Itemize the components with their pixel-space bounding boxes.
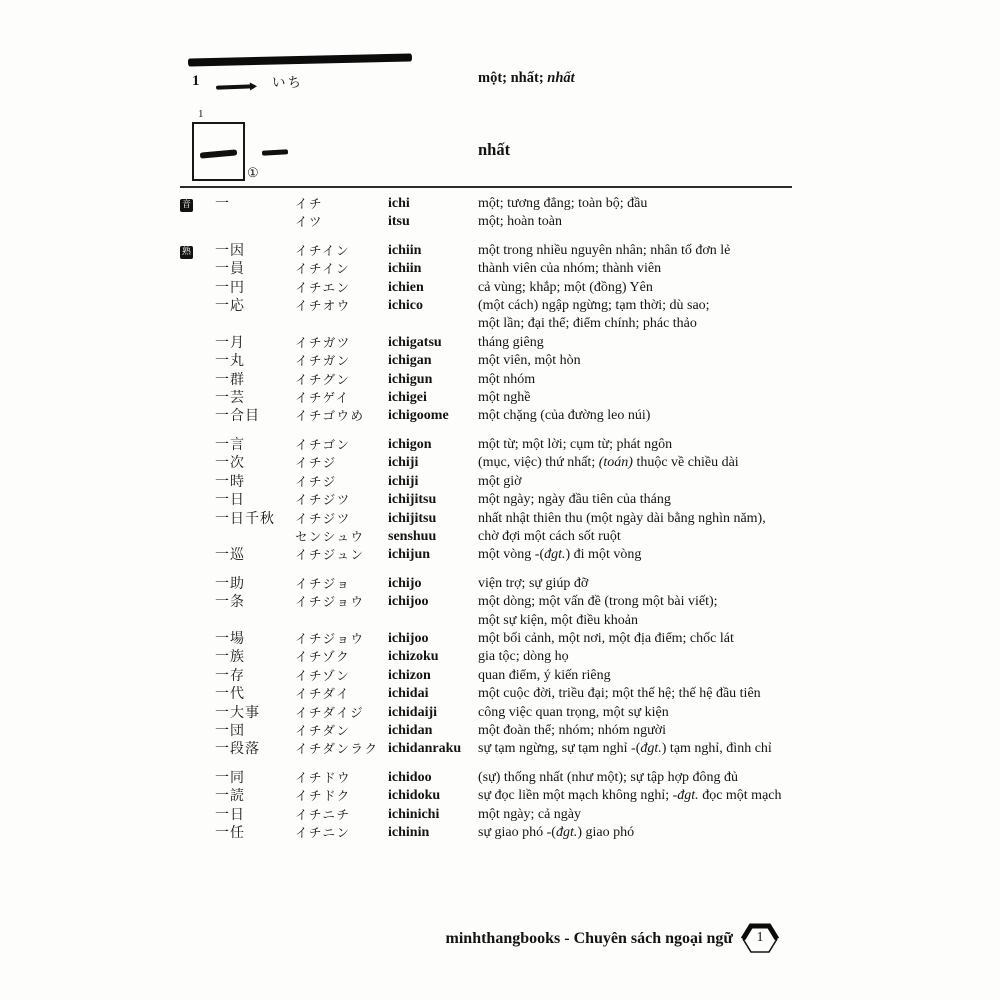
row-marker-cell bbox=[180, 242, 215, 260]
dict-row bbox=[180, 473, 888, 491]
row-kanji: 一同 bbox=[215, 769, 245, 786]
dict-row bbox=[180, 213, 888, 231]
row-meaning: một ngày; cả ngày bbox=[478, 806, 582, 822]
headword-meanings bbox=[478, 70, 575, 87]
row-katakana: イチニチ bbox=[295, 806, 351, 822]
row-katakana: イチグン bbox=[295, 371, 351, 387]
row-katakana: イチジョウ bbox=[295, 594, 365, 610]
row-kanji: 一月 bbox=[215, 334, 245, 351]
row-kanji: 一円 bbox=[215, 279, 245, 296]
dict-row bbox=[180, 510, 888, 547]
row-romaji: itsu bbox=[388, 214, 410, 230]
row-meaning: (mục, việc) thứ nhất; (toán) thuộc về chiều dài bbox=[478, 455, 739, 471]
row-katakana: イツ bbox=[295, 214, 324, 230]
dict-row bbox=[180, 648, 888, 666]
dict-row bbox=[180, 195, 888, 213]
row-meaning: thành viên của nhóm; thành viên bbox=[478, 261, 662, 277]
row-kanji: 一任 bbox=[215, 825, 245, 841]
row-kanji: 一丸 bbox=[215, 353, 245, 370]
dict-row bbox=[180, 593, 888, 630]
row-katakana: イチオウ bbox=[295, 298, 351, 314]
row-kanji: 一芸 bbox=[215, 390, 245, 407]
row-meaning: cả vùng; khắp; một (đồng) Yên bbox=[478, 279, 653, 295]
row-katakana: イチダンラク bbox=[295, 741, 379, 757]
row-kanji: 一族 bbox=[215, 649, 245, 666]
kanji-ichi-sample bbox=[262, 149, 288, 155]
headword-kanji-ichi bbox=[216, 84, 254, 89]
reading-marker: 音 bbox=[181, 200, 191, 210]
row-katakana: イチジ bbox=[295, 455, 337, 471]
dict-row bbox=[180, 685, 888, 703]
headword-hiragana: いち bbox=[272, 75, 303, 91]
row-romaji: ichizon bbox=[388, 667, 431, 683]
dict-row bbox=[180, 407, 888, 425]
dict-row bbox=[180, 297, 888, 334]
row-meaning: sự giao phó -(đgt.) giao phó bbox=[478, 825, 635, 840]
row-kanji: 一時 bbox=[215, 473, 245, 490]
dict-row bbox=[180, 806, 888, 824]
row-katakana: イチジュン bbox=[295, 547, 365, 563]
row-meaning: một vòng -(đgt.) đi một vòng bbox=[478, 547, 642, 563]
dict-row bbox=[180, 491, 888, 509]
row-romaji: ichien bbox=[388, 279, 424, 295]
row-romaji: ichijitsu senshuu bbox=[388, 510, 437, 544]
kanji-ichi-stroke bbox=[200, 149, 237, 158]
row-kanji: 一応 bbox=[215, 298, 245, 315]
row-romaji: ichigon bbox=[388, 436, 432, 452]
row-kanji: 一代 bbox=[215, 686, 245, 703]
row-kanji: 一員 bbox=[215, 261, 245, 278]
dict-row bbox=[180, 787, 888, 805]
dict-row bbox=[180, 575, 888, 593]
row-meaning: tháng giêng bbox=[478, 334, 544, 350]
row-katakana: イチエン bbox=[295, 279, 351, 295]
row-katakana: イチガツ bbox=[295, 334, 351, 350]
row-kanji: 一 bbox=[215, 196, 230, 212]
row-meaning: một giờ bbox=[478, 473, 522, 489]
row-katakana: イチジツ bbox=[295, 492, 351, 508]
row-romaji: ichi bbox=[388, 196, 410, 211]
stroke-order-number: ① bbox=[247, 165, 259, 180]
row-romaji: ichidai bbox=[388, 686, 429, 702]
row-meaning: công việc quan trọng, một sự kiện bbox=[478, 704, 669, 720]
row-katakana: イチイン bbox=[295, 242, 351, 258]
scan-header-bar bbox=[188, 53, 412, 66]
dict-row bbox=[180, 334, 888, 352]
reading-marker: 熟 bbox=[181, 246, 191, 257]
headword-meaning-regular: một; nhất; bbox=[478, 70, 548, 86]
row-romaji: ichigoome bbox=[388, 408, 449, 424]
row-katakana: イチドク bbox=[295, 788, 351, 804]
dict-row bbox=[180, 454, 888, 472]
dict-row bbox=[180, 546, 888, 564]
row-meaning: gia tộc; dòng họ bbox=[478, 649, 569, 665]
stroke-order-box bbox=[192, 122, 245, 181]
dict-row bbox=[180, 371, 888, 389]
dict-row bbox=[180, 740, 888, 758]
row-katakana: イチジ bbox=[295, 473, 337, 489]
row-katakana: イチダイジ bbox=[295, 704, 365, 720]
row-katakana: イチゲイ bbox=[295, 390, 350, 406]
row-romaji: ichijo bbox=[388, 575, 422, 591]
headword-meaning-italic: nhất bbox=[547, 70, 575, 86]
row-meaning: một dòng; một vấn đề (trong một bài viết); một sự kiện, một điều khoản bbox=[478, 594, 718, 628]
section-divider bbox=[180, 186, 792, 188]
row-meaning: một bối cảnh, một nơi, một địa điểm; chốc lát bbox=[478, 630, 734, 646]
row-meaning: sự đọc liền một mạch không nghỉ; -đgt. đọc một mạch bbox=[478, 788, 782, 804]
row-meaning: (một cách) ngập ngừng; tạm thời; dù sao; một lần; đại thể; điểm chính; phác thảo bbox=[478, 298, 710, 332]
row-romaji: ichidoku bbox=[388, 788, 441, 804]
row-kanji: 一団 bbox=[215, 722, 245, 739]
row-kanji: 一日千秋 bbox=[215, 510, 275, 527]
row-kanji: 一助 bbox=[215, 575, 245, 592]
row-romaji: ichidaiji bbox=[388, 704, 438, 720]
row-meaning: quan điểm, ý kiến riêng bbox=[478, 667, 611, 683]
row-romaji: ichijoo bbox=[388, 630, 429, 646]
row-kanji: 一段落 bbox=[215, 741, 260, 758]
row-marker-cell bbox=[180, 195, 215, 213]
row-kanji: 一場 bbox=[215, 630, 245, 647]
row-romaji: ichiji bbox=[388, 455, 419, 471]
dict-row bbox=[180, 667, 888, 685]
row-romaji: ichizoku bbox=[388, 649, 439, 665]
row-katakana: イチダイ bbox=[295, 686, 351, 702]
row-romaji: ichico bbox=[388, 298, 423, 314]
page-number-badge bbox=[740, 922, 780, 956]
row-meaning: một nghề bbox=[478, 390, 531, 406]
row-katakana: イチゴウめ bbox=[295, 408, 365, 424]
row-meaning: một nhóm bbox=[478, 371, 536, 387]
row-kanji: 一合目 bbox=[215, 408, 260, 425]
dict-row bbox=[180, 436, 888, 454]
row-romaji: ichigatsu bbox=[388, 334, 442, 350]
page-footer bbox=[380, 922, 780, 956]
row-kanji: 一読 bbox=[215, 788, 245, 805]
row-romaji: ichidan bbox=[388, 722, 433, 738]
row-romaji: ichigei bbox=[388, 390, 427, 406]
row-meaning: nhất nhật thiên thu (một ngày dài bằng nghìn năm), chờ đợi một cách sốt ruột bbox=[478, 510, 766, 544]
row-romaji: ichigan bbox=[388, 353, 432, 369]
row-meaning: một ngày; ngày đầu tiên của tháng bbox=[478, 492, 671, 508]
row-katakana: イチニン bbox=[295, 825, 351, 840]
row-kanji: 一日 bbox=[215, 492, 245, 509]
row-meaning: một trong nhiều nguyên nhân; nhân tố đơn lẻ bbox=[478, 242, 731, 258]
dict-row bbox=[180, 630, 888, 648]
row-katakana: イチダン bbox=[295, 722, 351, 738]
row-romaji: ichiin bbox=[388, 242, 422, 258]
dict-row bbox=[180, 389, 888, 407]
row-romaji: ichijitsu bbox=[388, 492, 437, 508]
row-kanji: 一存 bbox=[215, 667, 245, 684]
stroke-count-label: 1 bbox=[198, 108, 204, 120]
row-katakana: イチガン bbox=[295, 353, 351, 369]
row-romaji: ichiji bbox=[388, 473, 419, 489]
row-meaning: viện trợ; sự giúp đỡ bbox=[478, 575, 589, 591]
row-meaning: một; tương đẳng; toàn bộ; đầu bbox=[478, 196, 648, 211]
entry-number: 1 bbox=[192, 73, 200, 89]
row-meaning: một cuộc đời, triều đại; một thế hệ; thế hệ đầu tiên bbox=[478, 686, 761, 702]
row-kanji: 一日 bbox=[215, 806, 245, 823]
row-meaning: sự tạm ngừng, sự tạm nghỉ -(đgt.) tạm nghỉ, đình chỉ bbox=[478, 741, 772, 757]
row-katakana: イチジョウ bbox=[295, 630, 365, 646]
dict-row bbox=[180, 824, 888, 842]
row-katakana: イチイン bbox=[295, 261, 351, 277]
row-katakana: イチゾン bbox=[295, 667, 351, 683]
row-romaji: ichigun bbox=[388, 371, 433, 387]
dict-row bbox=[180, 279, 888, 297]
row-meaning: một đoàn thể; nhóm; nhóm người bbox=[478, 722, 667, 738]
row-meaning: một; hoàn toàn bbox=[478, 214, 562, 230]
row-katakana: イチジツ センシュウ bbox=[295, 510, 365, 544]
dict-row bbox=[180, 769, 888, 787]
dict-rows bbox=[180, 195, 888, 842]
row-meaning: một chặng (của đường leo núi) bbox=[478, 408, 651, 424]
row-romaji: ichinin bbox=[388, 825, 430, 840]
row-romaji: ichinichi bbox=[388, 806, 440, 822]
row-kanji: 一巡 bbox=[215, 547, 245, 564]
row-meaning: (sự) thống nhất (như một); sự tập hợp đông đủ bbox=[478, 769, 738, 785]
publisher-text: minhthangbooks - Chuyên sách ngoại ngữ bbox=[445, 930, 733, 947]
han-viet-reading: nhất bbox=[478, 140, 511, 159]
row-katakana: イチドウ bbox=[295, 769, 352, 785]
dict-row bbox=[180, 242, 888, 260]
row-romaji: ichidanraku bbox=[388, 741, 462, 757]
row-kanji: 一言 bbox=[215, 436, 245, 453]
dict-row bbox=[180, 722, 888, 740]
dict-row bbox=[180, 352, 888, 370]
row-romaji: ichidoo bbox=[388, 769, 432, 785]
row-meaning: một viên, một hòn bbox=[478, 353, 581, 369]
row-meaning: một từ; một lời; cụm từ; phát ngôn bbox=[478, 436, 673, 452]
page-number: 1 bbox=[756, 930, 764, 945]
row-katakana: イチゴン bbox=[295, 436, 351, 452]
row-romaji: ichijoo bbox=[388, 594, 429, 610]
dict-row bbox=[180, 704, 888, 722]
row-kanji: 一群 bbox=[215, 371, 245, 388]
row-romaji: ichiin bbox=[388, 261, 422, 277]
row-katakana: イチジョ bbox=[295, 575, 351, 591]
row-kanji: 一大事 bbox=[215, 704, 260, 721]
row-kanji: 一因 bbox=[215, 242, 245, 259]
row-katakana: イチ bbox=[295, 196, 324, 211]
dict-row bbox=[180, 260, 888, 278]
row-kanji: 一条 bbox=[215, 594, 245, 611]
row-kanji: 一次 bbox=[215, 455, 245, 472]
row-romaji: ichijun bbox=[388, 547, 431, 563]
row-katakana: イチゾク bbox=[295, 649, 351, 665]
